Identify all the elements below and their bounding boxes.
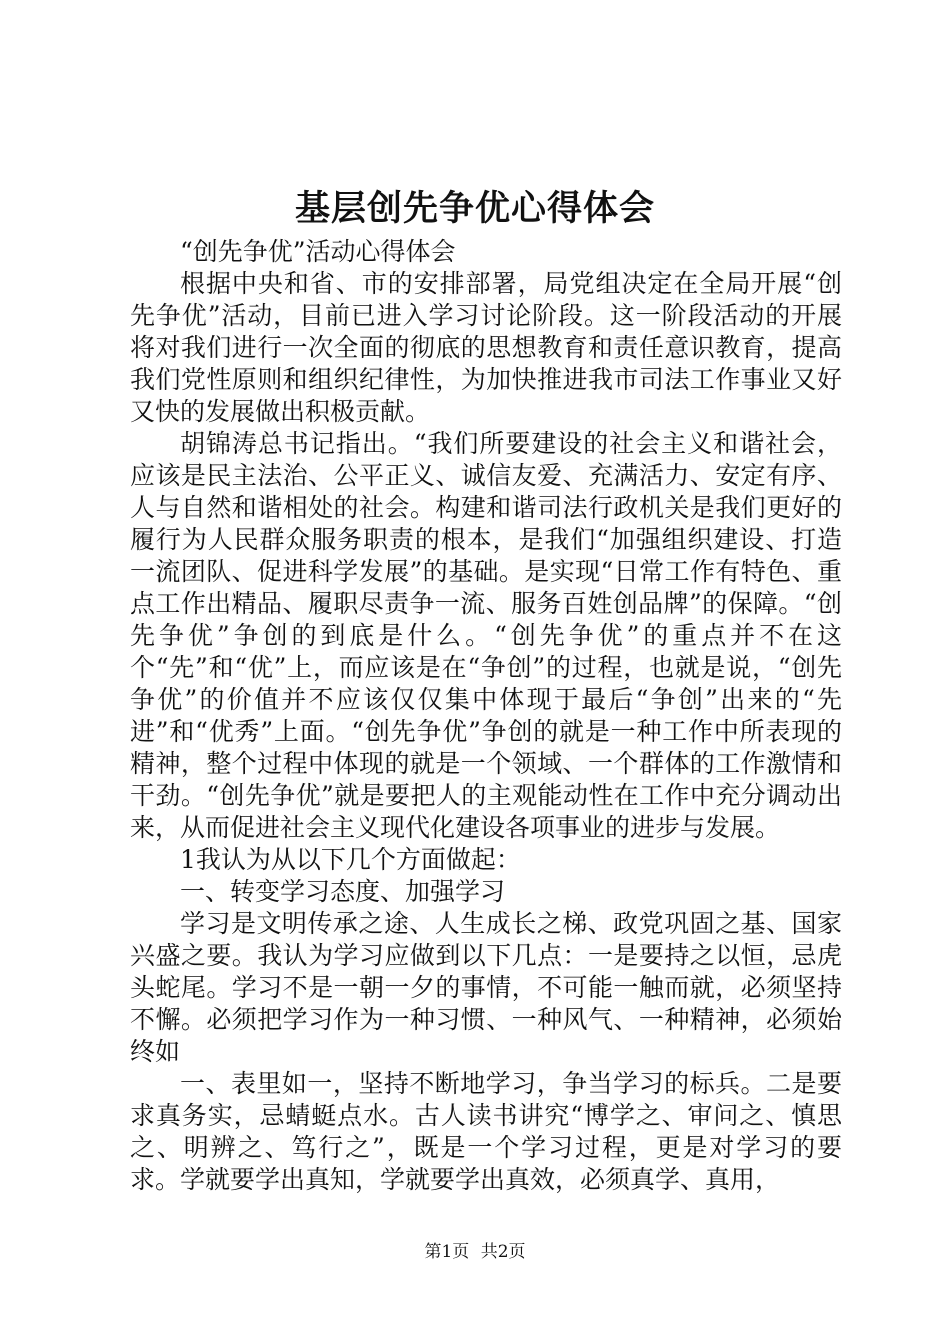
paragraph: “创先争优”活动心得体会 [180,237,456,266]
page-number: 第1页 [424,1242,470,1262]
paragraph: 1我认为从以下几个方面做起： [180,845,521,874]
document-title: 基层创先争优心得体会 [294,188,655,229]
paragraph: 根据中央和省、市的安排部署，局党组决定在全局开展“创先争优”活动，目前已进入学习讨论阶段。这一阶段活动的开展将对我们进行一次全面的彻底的思想教育和责任意识教育，提高我们党性原则和组织纪律性，为加快推进我市司法工作事业又好又快的发展做出积极贡献。 [130,269,842,426]
paragraph: 胡锦涛总书记指出。“我们所要建设的社会主义和谐社会，应该是民主法治、公平正义、诚信友爱、充满活力、安定有序、人与自然和谐相处的社会。构建和谐司法行政机关是我们更好的履行为人民群众服务职责的根本，是我们“加强组织建设、打造一流团队、促进科学发展”的基础。是实现“日常工作有特色、重点工作出精品、履职尽责争一流、服务百姓创品牌”的保障。“创先争优”争创的到底是什么。“创先争优”的重点并不在这个“先”和“优”上，而应该是在“争创”的过程，也就是说，“创先争优”的价值并不应该仅仅集中体现于最后“争创”出来的“先进”和“优秀”上面。“创先争优”争创的就是一种工作中所表现的精神，整个过程中体现的就是一个领域、一个群体的工作激情和干劲。“创先争优”就是要把人的主观能动性在工作中充分调动出来，从而促进社会主义现代化建设各项事业的进步与发展。 [130,429,842,842]
page-footer [0,1240,950,1264]
page-total: 共2页 [480,1242,526,1262]
document-body [130,236,842,1196]
paragraph: 一、表里如一，坚持不断地学习，争当学习的标兵。二是要求真务实，忌蜻蜓点水。古人读书讲究“博学之、审问之、慎思之、明辨之、笃行之”，既是一个学习过程，更是对学习的要求。学就要学出真知，学就要学出真效，必须真学、真用， [130,1069,842,1194]
paragraph: 一、转变学习态度、加强学习 [180,877,506,906]
paragraph: 学习是文明传承之途、人生成长之梯、政党巩固之基、国家兴盛之要。我认为学习应做到以下几点：一是要持之以恒，忌虎头蛇尾。学习不是一朝一夕的事情，不可能一触而就，必须坚持不懈。必须把学习作为一种习惯、一种风气、一种精神，必须始终如 [130,909,842,1066]
